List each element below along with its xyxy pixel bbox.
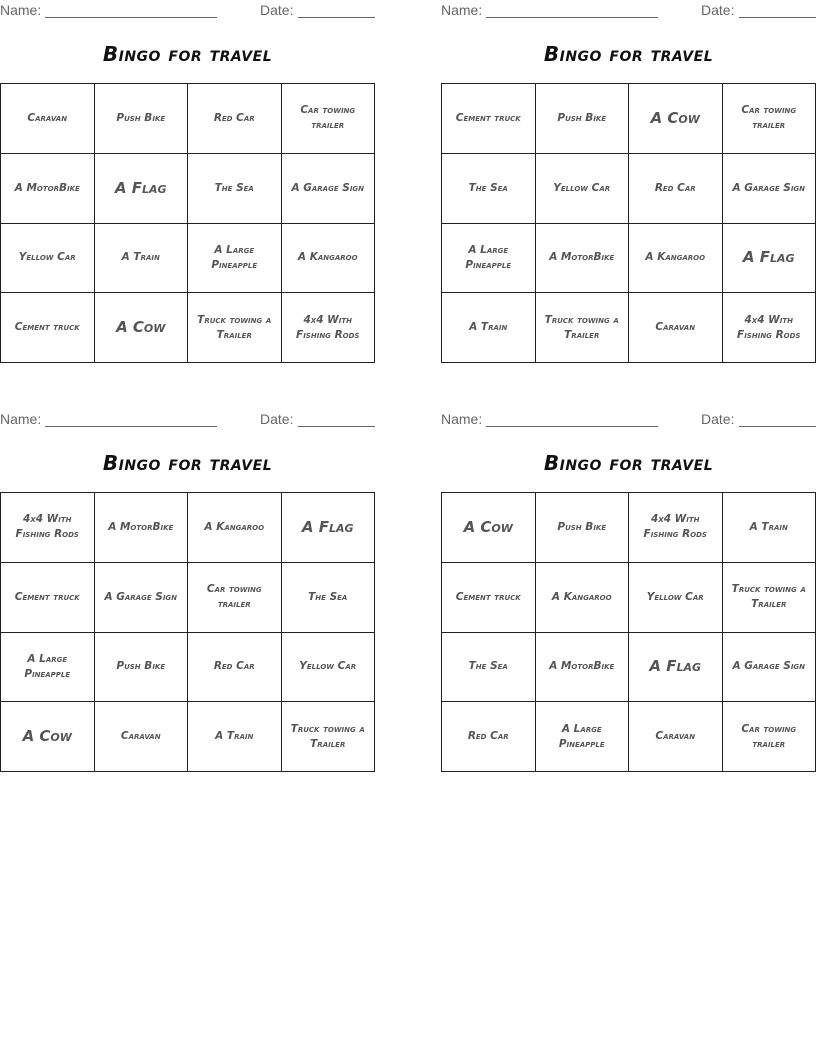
bingo-cell[interactable]: Car towing trailer: [723, 84, 816, 154]
date-field[interactable]: [298, 426, 375, 427]
date-label: Date:: [260, 2, 294, 18]
date-field[interactable]: [298, 17, 375, 18]
bingo-cell[interactable]: A Flag: [282, 493, 376, 563]
bingo-cell[interactable]: Truck towing a Trailer: [188, 293, 282, 363]
name-field[interactable]: [45, 17, 217, 18]
bingo-cell[interactable]: A Large Pineapple: [188, 224, 282, 294]
bingo-cell[interactable]: A Garage Sign: [723, 633, 816, 703]
bingo-cell[interactable]: A Kangaroo: [629, 224, 723, 294]
name-field[interactable]: [45, 426, 217, 427]
bingo-grid: [0, 83, 375, 363]
bingo-cell[interactable]: Caravan: [629, 702, 723, 772]
bingo-cell[interactable]: A Cow: [1, 702, 95, 772]
bingo-cell[interactable]: A Garage Sign: [723, 154, 816, 224]
bingo-cell[interactable]: Truck towing a Trailer: [282, 702, 376, 772]
bingo-cell[interactable]: A Train: [95, 224, 189, 294]
bingo-cell[interactable]: A Cow: [442, 493, 536, 563]
bingo-cell[interactable]: Red Car: [442, 702, 536, 772]
bingo-cell[interactable]: Caravan: [629, 293, 723, 363]
name-date-row: [0, 2, 380, 22]
card-title: Bingo for travel: [543, 42, 714, 66]
bingo-card: [441, 409, 816, 789]
bingo-cell[interactable]: 4x4 With Fishing Rods: [282, 293, 376, 363]
bingo-cell[interactable]: Car towing trailer: [723, 702, 816, 772]
bingo-cell[interactable]: 4x4 With Fishing Rods: [629, 493, 723, 563]
bingo-cell[interactable]: 4x4 With Fishing Rods: [1, 493, 95, 563]
bingo-cell[interactable]: Push Bike: [536, 493, 630, 563]
bingo-cell[interactable]: A MotorBike: [536, 633, 630, 703]
bingo-cell[interactable]: The Sea: [188, 154, 282, 224]
bingo-cell[interactable]: Truck towing a Trailer: [723, 563, 816, 633]
bingo-cell[interactable]: A Cow: [629, 84, 723, 154]
bingo-cell[interactable]: A MotorBike: [95, 493, 189, 563]
bingo-cell[interactable]: Cement truck: [1, 293, 95, 363]
date-field[interactable]: [739, 426, 816, 427]
bingo-cell[interactable]: A MotorBike: [536, 224, 630, 294]
bingo-cell[interactable]: The Sea: [442, 633, 536, 703]
bingo-cell[interactable]: Car towing trailer: [282, 84, 376, 154]
name-date-row: [441, 411, 816, 431]
name-field[interactable]: [486, 17, 658, 18]
bingo-cell[interactable]: Caravan: [95, 702, 189, 772]
bingo-cell[interactable]: Cement truck: [442, 84, 536, 154]
bingo-grid: [0, 492, 375, 772]
bingo-cell[interactable]: A Kangaroo: [188, 493, 282, 563]
name-label: Name:: [0, 2, 42, 18]
card-title: Bingo for travel: [102, 451, 273, 475]
bingo-cell[interactable]: The Sea: [442, 154, 536, 224]
bingo-cell[interactable]: Red Car: [629, 154, 723, 224]
card-title: Bingo for travel: [543, 451, 714, 475]
bingo-cell[interactable]: Truck towing a Trailer: [536, 293, 630, 363]
name-label: Name:: [441, 411, 483, 427]
name-label: Name:: [441, 2, 483, 18]
bingo-cell[interactable]: A Garage Sign: [282, 154, 376, 224]
bingo-cell[interactable]: Cement truck: [1, 563, 95, 633]
bingo-cell[interactable]: Red Car: [188, 633, 282, 703]
name-date-row: [441, 2, 816, 22]
bingo-card: [0, 409, 375, 789]
date-label: Date:: [701, 411, 735, 427]
bingo-cell[interactable]: A Large Pineapple: [1, 633, 95, 703]
bingo-cell[interactable]: Red Car: [188, 84, 282, 154]
bingo-cell[interactable]: A Large Pineapple: [442, 224, 536, 294]
bingo-cell[interactable]: A Garage Sign: [95, 563, 189, 633]
bingo-cell[interactable]: A Flag: [629, 633, 723, 703]
bingo-cell[interactable]: A Flag: [723, 224, 816, 294]
bingo-cell[interactable]: A Large Pineapple: [536, 702, 630, 772]
bingo-cell[interactable]: Yellow Car: [536, 154, 630, 224]
bingo-cell[interactable]: Push Bike: [95, 633, 189, 703]
date-label: Date:: [701, 2, 735, 18]
date-field[interactable]: [739, 17, 816, 18]
bingo-cell[interactable]: A Train: [442, 293, 536, 363]
bingo-card: [441, 0, 816, 380]
bingo-cell[interactable]: A Train: [188, 702, 282, 772]
bingo-cell[interactable]: A Cow: [95, 293, 189, 363]
bingo-cell[interactable]: Push Bike: [536, 84, 630, 154]
name-date-row: [0, 411, 380, 431]
bingo-cell[interactable]: The Sea: [282, 563, 376, 633]
bingo-cell[interactable]: Yellow Car: [1, 224, 95, 294]
bingo-cell[interactable]: A Flag: [95, 154, 189, 224]
bingo-cell[interactable]: Caravan: [1, 84, 95, 154]
bingo-cell[interactable]: Car towing trailer: [188, 563, 282, 633]
bingo-cell[interactable]: Push Bike: [95, 84, 189, 154]
bingo-cell[interactable]: Yellow Car: [629, 563, 723, 633]
date-label: Date:: [260, 411, 294, 427]
bingo-cell[interactable]: Yellow Car: [282, 633, 376, 703]
bingo-grid: [441, 492, 816, 772]
card-title: Bingo for travel: [102, 42, 273, 66]
bingo-grid: [441, 83, 816, 363]
bingo-cell[interactable]: A Train: [723, 493, 816, 563]
name-field[interactable]: [486, 426, 658, 427]
bingo-cell[interactable]: Cement truck: [442, 563, 536, 633]
bingo-cell[interactable]: A Kangaroo: [536, 563, 630, 633]
bingo-cell[interactable]: A Kangaroo: [282, 224, 376, 294]
bingo-card: [0, 0, 375, 380]
name-label: Name:: [0, 411, 42, 427]
bingo-cell[interactable]: A MotorBike: [1, 154, 95, 224]
bingo-cell[interactable]: 4x4 With Fishing Rods: [723, 293, 816, 363]
